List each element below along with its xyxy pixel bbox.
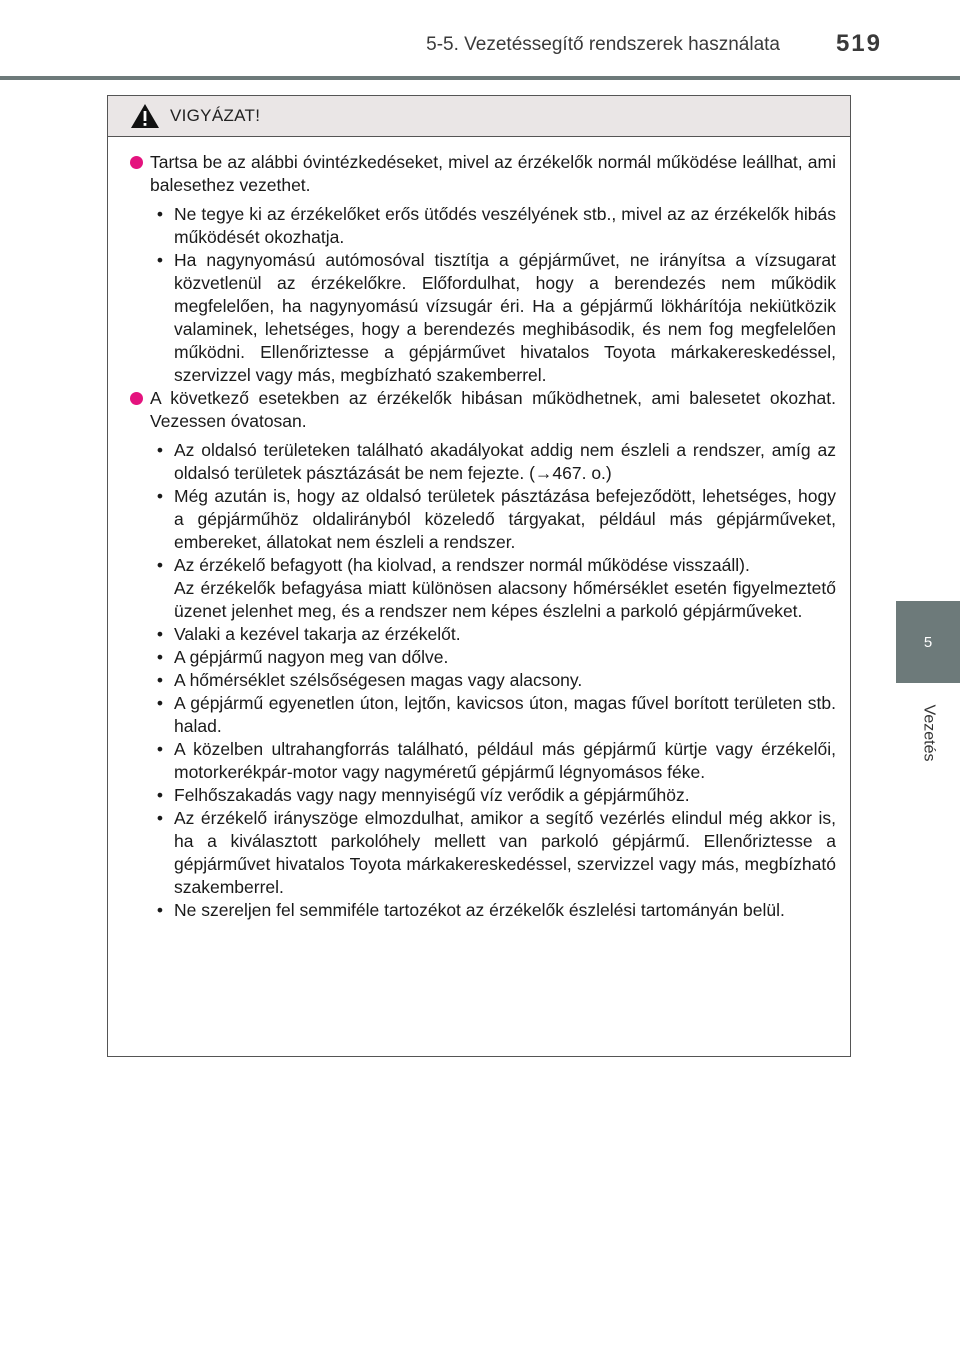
- section-text: Tartsa be az alábbi óvintézkedéseket, mivel az érzékelők normál működése leállhat, ami balesethez vezethet.: [150, 152, 836, 195]
- bullet-mark: •: [156, 785, 164, 805]
- bullet-mark: •: [156, 250, 164, 270]
- bullet-mark: •: [156, 808, 164, 828]
- bullet-mark: •: [156, 204, 164, 224]
- list-item: [150, 692, 836, 738]
- list-item-text: Felhőszakadás vagy nagy mennyiségű víz verődik a gépjárműhöz.: [174, 785, 690, 805]
- bullet-mark: •: [156, 555, 164, 575]
- section-text: A következő esetekben az érzékelők hibásan működhetnek, ami balesetet okozhat. Vezessen óvatosan.: [150, 388, 836, 431]
- list-item-text: Az érzékelők befagyása miatt különösen alacsony hőmérséklet esetén figyelmeztető üzenet jelenhet meg, és a rendszer nem képes észlelni a parkoló gépjárműveket.: [174, 578, 836, 621]
- bullet-mark: •: [156, 670, 164, 690]
- bullet-mark: •: [156, 900, 164, 920]
- list-item: [150, 784, 836, 807]
- header-rule: [0, 76, 960, 80]
- list-item-text: Ha nagynyomású autómosóval tisztítja a gépjárművet, ne irányítsa a vízsugarat közvetlenül az érzékelőkre. Előfordulhat, hogy a berendezés nem működik megfelelően, ha nagynyomású vízsugár éri. Ha a gépjármű lökhárítója nekiütközik valaminek, lehetséges, hogy a berendezés meghibásodik, és nem fog megfelelően működni. Ellenőriztesse a gépjárművet hivatalos Toyota márkakereskedéssel, szervizzel vagy más, megbízható szakemberrel.: [174, 250, 836, 385]
- warning-body: [108, 137, 850, 922]
- list-item: [150, 669, 836, 692]
- bullet-dot-icon: [130, 392, 143, 405]
- bullet-list: [130, 203, 836, 387]
- list-item-text: Ne szereljen fel semmiféle tartozékot az érzékelők észlelési tartományán belül.: [174, 900, 785, 920]
- list-item-text: Még azután is, hogy az oldalsó területek pásztázása befejeződött, lehetséges, hogy a gépjárműhöz oldalirányból közeledő tárgyakat, például más gépjárműveket, embereket, állatokat nem észleli a rendszer.: [174, 486, 836, 552]
- list-item-text: A gépjármű egyenetlen úton, lejtőn, kavicsos úton, magas fűvel borított területen stb. halad.: [174, 693, 836, 736]
- warning-header: [108, 96, 850, 137]
- chapter-tab-number: 5: [923, 633, 933, 651]
- warning-triangle-icon: [130, 103, 160, 129]
- bullet-mark: •: [156, 693, 164, 713]
- list-item-text: A hőmérséklet szélsőségesen magas vagy alacsony.: [174, 670, 583, 690]
- bullet-dot-icon: [130, 156, 143, 169]
- list-item-text: Az érzékelő irányszöge elmozdulhat, amikor a segítő vezérlés elindul még akkor is, ha a kiválasztott parkolóhely mellett van parkoló gépjármű. Ellenőriztesse a gépjárművet hivatalos Toyota márkakereskedéssel, szervizzel vagy más, megbízható szakemberrel.: [174, 808, 836, 897]
- chapter-tab-label: Vezetés: [920, 704, 937, 762]
- list-item-text: Ne tegye ki az érzékelőket erős ütődés veszélyének stb., mivel az az érzékelők hibás működését okozhatja.: [174, 204, 836, 247]
- bullet-mark: •: [156, 739, 164, 759]
- bullet-mark: •: [156, 647, 164, 667]
- list-item-text: A közelben ultrahangforrás található, például más gépjármű kürtje vagy érzékelői, motorkerékpár-motor vagy nagyméretű gépjármű légnyomásos féke.: [174, 739, 836, 782]
- list-item-text: Valaki a kezével takarja az érzékelőt.: [174, 624, 461, 644]
- list-item: [150, 738, 836, 784]
- list-item: [150, 646, 836, 669]
- warning-title: VIGYÁZAT!: [170, 106, 261, 125]
- chapter-tab-label-wrap: [896, 683, 960, 783]
- list-item-text: Az érzékelő befagyott (ha kiolvad, a rendszer normál működése visszaáll).: [174, 555, 750, 575]
- warning-box: [107, 95, 851, 1057]
- list-item: [150, 899, 836, 922]
- warning-section: [130, 151, 836, 387]
- list-item: [150, 623, 836, 646]
- list-item: [150, 807, 836, 899]
- chapter-tab: [896, 601, 960, 683]
- list-item: [150, 554, 836, 623]
- bullet-mark: •: [156, 440, 164, 460]
- chapter-title: 5-5. Vezetéssegítő rendszerek használata: [426, 34, 780, 55]
- list-item-text: Az oldalsó területeken található akadályokat addig nem észleli a rendszer, amíg az oldalsó területek pásztázását be nem fejezte. (→467. o.): [174, 440, 836, 483]
- list-item-text: A gépjármű nagyon meg van dőlve.: [174, 647, 449, 667]
- list-item: [150, 485, 836, 554]
- page-number: 519: [835, 30, 882, 57]
- bullet-list: [130, 439, 836, 922]
- bullet-mark: •: [156, 486, 164, 506]
- list-item: [150, 439, 836, 485]
- warning-section: [130, 387, 836, 922]
- bullet-mark: •: [156, 624, 164, 644]
- list-item: [150, 203, 836, 249]
- page-header: [0, 0, 960, 80]
- list-item: [150, 249, 836, 387]
